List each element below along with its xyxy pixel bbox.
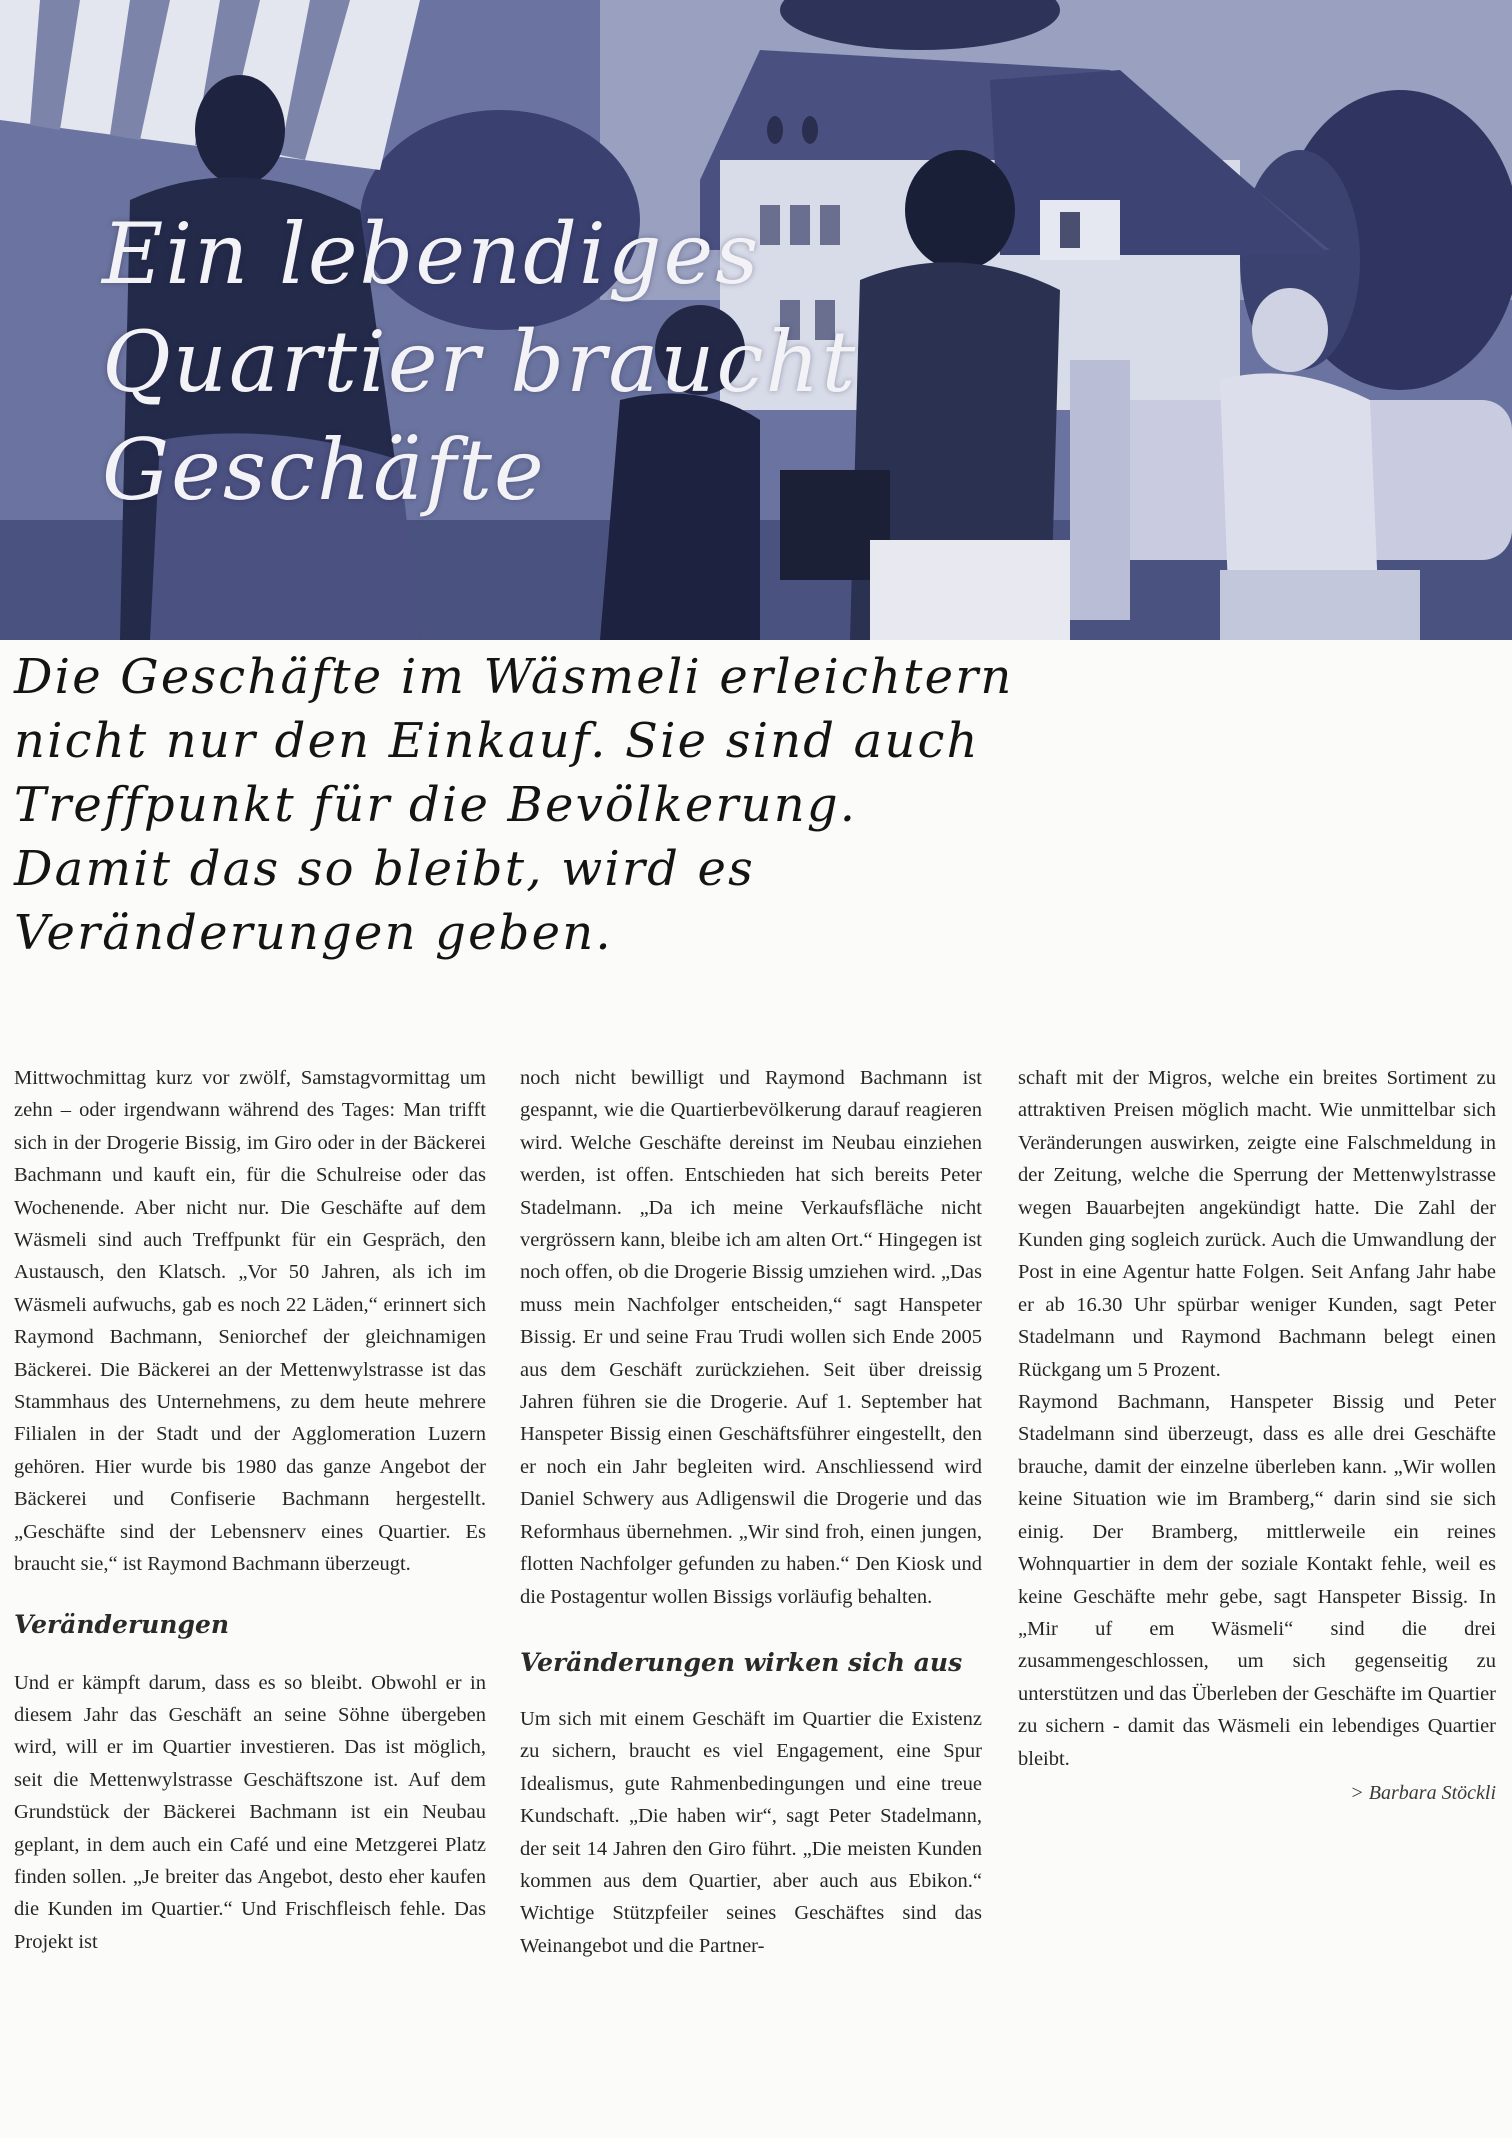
body-paragraph: Und er kämpft darum, dass es so bleibt. Obwohl er in diesem Jahr das Geschäft an seine Söhne übergeben wird, will er im Quartier investieren. Das ist möglich, seit die Mettenwylstrasse Geschäftszone ist. Auf dem Grundstück der Bäckerei Bachmann ist ein Neubau geplant, in dem auch ein Café und eine Metzgerei Platz finden sollen. „Je breiter das Angebot, desto eher kaufen die Kunden im Quartier.“ Und Frischfleisch fehle. Das Projekt ist — [14, 1671, 486, 1953]
body-paragraph: Mittwochmittag kurz vor zwölf, Samstagvormittag um zehn – oder irgendwann während des Tages: Man trifft sich in der Drogerie Bissig, im Giro oder in der Bäckerei Bachmann und kauft ein, für die Schulreise oder das Wochenende. Aber nicht nur. Die Geschäfte auf dem Wäsmeli sind auch Treffpunkt für ein Gespräch, den Austausch, den Klatsch. „Vor 50 Jahren, als ich im Wäsmeli aufwuchs, gab es noch 22 Läden,“ erinnert sich Raymond Bachmann, Seniorchef der gleichnamigen Bäckerei. Die Bäckerei an der Mettenwylstrasse ist das Stammhaus des Unternehmens, zu dem heute mehrere Filialen in der Stadt und der Agglomeration Luzern gehören. Hier wurde bis 1980 das ganze Angebot der Bäckerei und Confiserie Bachmann hergestellt. „Geschäfte sind der Lebensnerv eines Quartier. Es braucht sie,“ ist Raymond Bachmann überzeugt. — [14, 1067, 486, 1576]
body-paragraph: Raymond Bachmann, Hanspeter Bissig und Peter Stadelmann sind überzeugt, dass es alle drei Geschäfte brauche, damit der einzelne überleben kann. „Wir wollen keine Situation wie im Bramberg,“ darin sind sie sich einig. Der Bramberg, mittlerweile ein reines Wohnquartier in dem der soziale Kontakt fehle, weil es keine Geschäfte mehr gebe, sagt Hanspeter Bissig. In „Mir uf em Wäsmeli“ sind die drei zusammengeschlossen, um sich gegenseitig zu unterstützen und das Überleben der Geschäfte im Quartier zu sichern - damit das Wäsmeli ein lebendiges Quartier bleibt. — [1018, 1391, 1496, 1770]
article-column-1 — [14, 1062, 486, 1958]
body-paragraph: schaft mit der Migros, welche ein breites Sortiment zu attraktiven Preisen möglich macht. Wie unmittelbar sich Veränderungen auswirken, zeigte eine Falschmeldung in der Zeitung, welche die Sperrung der Mettenwylstrasse wegen Bauarbejten angekündigt hatte. Die Zahl der Kunden ging sogleich zurück. Auch die Umwandlung der Post in eine Agentur hatte Folgen. Seit Anfang Jahr habe er ab 16.30 Uhr spürbar weniger Kunden, sagt Peter Stadelmann und Raymond Bachmann belegt einen Rückgang um 5 Prozent. — [1018, 1067, 1496, 1381]
title-line: Ein lebendiges — [102, 205, 761, 303]
section-heading: Veränderungen wirken sich aus — [520, 1647, 963, 1677]
body-paragraph: Um sich mit einem Geschäft im Quartier die Existenz zu sichern, braucht es viel Engagement, eine Spur Idealismus, gute Rahmenbedingungen und eine treue Kundschaft. „Die haben wir“, sagt Peter Stadelmann, der seit 14 Jahren den Giro führt. „Die meisten Kunden kommen aus dem Quartier, aber auch aus Ebikon.“ Wichtige Stützpfeiler seines Geschäftes sind das Weinangebot und die Partner- — [520, 1707, 982, 1957]
title-line: Quartier braucht — [102, 313, 858, 411]
article-column-2 — [520, 1062, 982, 1962]
lead-paragraph: Die Geschäfte im Wäsmeli erleichtern nicht nur den Einkauf. Sie sind auch Treffpunkt für die Bevölkerung. Damit das so bleibt, wird es Veränderungen geben. — [14, 649, 1014, 961]
author-byline: > Barbara Stöckli — [1350, 1781, 1496, 1804]
hero-photo — [0, 0, 1512, 640]
page-title — [102, 200, 857, 524]
section-heading: Veränderungen — [14, 1609, 230, 1639]
title-line: Geschäfte — [102, 421, 546, 519]
body-paragraph: noch nicht bewilligt und Raymond Bachmann ist gespannt, wie die Quartierbevölkerung darauf reagieren wird. Welche Geschäfte dereinst im Neubau einziehen werden, ist offen. Entschieden hat sich bereits Peter Stadelmann. „Da ich meine Verkaufsfläche nicht vergrössern kann, bleibe ich am alten Ort.“ Hingegen ist noch offen, ob die Drogerie Bissig umziehen wird. „Das muss mein Nachfolger entscheiden,“ sagt Hanspeter Bissig. Er und seine Frau Trudi wollen sich Ende 2005 aus dem Geschäft zurückziehen. Seit über dreissig Jahren führen sie die Drogerie. Auf 1. September hat Hanspeter Bissig einen Geschäftsführer eingestellt, den er noch ein Jahr begleiten wird. Anschliessend wird Daniel Schwery aus Adligenswil die Drogerie und das Reformhaus übernehmen. „Wir sind froh, einen jungen, flotten Nachfolger gefunden zu haben.“ Den Kiosk und die Postagentur wollen Bissigs vorläufig behalten. — [520, 1067, 982, 1608]
article-column-3 — [1018, 1062, 1496, 1809]
